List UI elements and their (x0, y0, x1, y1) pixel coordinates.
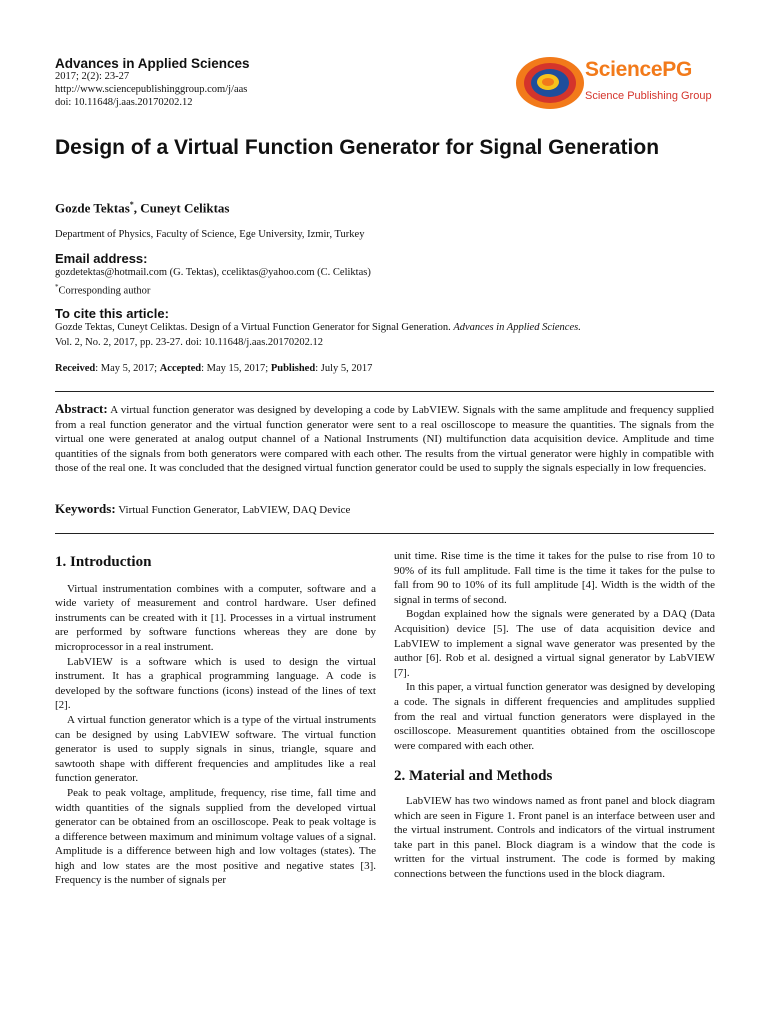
abstract-text: A virtual function generator was designed by developing a code by LabVIEW. Signals with the same amplitude and frequency supplied from a real function generator and the virtual function generator were sent to a real oscilloscope to measure the quantities. The signals from the virtual one were generated at analog output channel of a National Instruments (NI) multifunction data acquisition device. Amplitude and time quantities of the signals from both generators were compared with each other. The results from the virtual generator were highly in compatible with those of the real one. It was concluded that the designed virtual function generator could be used to supply the signals especially in low frequencies. (55, 404, 714, 475)
cite-heading: To cite this article: (55, 306, 169, 321)
dates (55, 363, 372, 374)
doi: doi: 10.11648/j.aas.20170202.12 (55, 97, 193, 108)
email-heading: Email address: (55, 251, 148, 266)
divider-bottom (55, 533, 714, 534)
intro-paragraph-2: LabVIEW is a software which is used to design the virtual instrument. It has a graphical programming language. A code is developed by the software functions (icons) instead of the lines of text [2]. (55, 655, 376, 712)
received-date: : May 5, 2017; (95, 363, 160, 374)
received-label: Received (55, 363, 96, 374)
journal-url: http://www.sciencepublishinggroup.com/j/aas (55, 84, 248, 95)
intro-paragraph-3: A virtual function generator which is a type of the virtual instruments can be designed by using LabVIEW software. The virtual function generator is used to supply signals in sinus, triangle, square and sawtooth shape with different frequencies and amplitudes like a real function generator. (55, 713, 376, 785)
intro-paragraph-4: Peak to peak voltage, amplitude, frequency, rise time, fall time and width quantities of the signals supplied from the developed virtual generator can be obtained from an oscilloscope. Peak to peak voltage is a difference between maximum and minimum voltage values of a signal. Amplitude is a difference between high and low voltages (states). The high and low states are the most positive and negative states [3]. Frequency is the number of signals per (55, 786, 376, 887)
divider-top (55, 391, 714, 392)
cite-journal: Advances in Applied Sciences. (453, 322, 581, 333)
authors (55, 200, 229, 216)
corresponding-mark: * (129, 200, 134, 209)
accepted-date: : May 15, 2017; (201, 363, 271, 374)
affiliation: Department of Physics, Faculty of Science, Ege University, Izmir, Turkey (55, 229, 365, 240)
intro-paragraph-1: Virtual instrumentation combines with a computer, software and a wide variety of measurement and control hardware. User defined instruments can be created with it [1]. Processes in a virtual instrument are performed by software functions whereas they are done by microprocessor in a real instrument. (55, 582, 376, 653)
intro-paragraph-4-continued: unit time. Rise time is the time it takes for the pulse to rise from 10 to 90% of its full amplitude. Fall time is the time it takes for the pulse to fall from 90 to 10% of its full amplitude [4]. Width is the width of the signal in terms of second. (394, 550, 715, 606)
corresponding-note-mark: * (55, 283, 59, 291)
published-date: : July 5, 2017 (315, 363, 373, 374)
intro-paragraph-6: In this paper, a virtual function generator was designed by developing a code. The signals in different frequencies and amplitudes supplied from the real and virtual function generators were displayed in the oscilloscope. Measurement quantities obtained from the oscilloscope were compared with each other. (394, 681, 715, 752)
logo-wordmark: SciencePG (585, 58, 693, 81)
section-introduction-title: 1. Introduction (55, 554, 152, 570)
cite-line-2: Vol. 2, No. 2, 2017, pp. 23-27. doi: 10.11648/j.aas.20170202.12 (55, 337, 324, 348)
corresponding-note-text: Corresponding author (58, 285, 151, 297)
author-first: Gozde Tektas (55, 200, 130, 216)
left-column (55, 555, 376, 888)
corresponding-note (55, 283, 150, 297)
cite-text: Gozde Tektas, Cuneyt Celiktas. Design of a Virtual Function Generator for Signal Generation. (55, 322, 454, 333)
abstract (55, 402, 714, 476)
paper-title: Design of a Virtual Function Generator for Signal Generation (55, 136, 660, 159)
published-label: Published (270, 363, 316, 374)
issue-info: 2017; 2(2): 23-27 (55, 71, 130, 82)
author-rest: , Cuneyt Celiktas (133, 200, 230, 216)
logo-subtitle: Science Publishing Group (585, 90, 712, 102)
intro-paragraph-5: Bogdan explained how the signals were generated by a DAQ (Data Acquisition) device [5]. The use of data acquisition device and LabVIEW to implement a signal wave generator was presented by the author [6]. Rob et al. designed a virtual signal generator by LabVIEW [7]. (394, 608, 715, 679)
methods-paragraph-1: LabVIEW has two windows named as front panel and block diagram which are seen in Figure 1. Front panel is an interface between user and the virtual instrument. Controls and indicators of the virtual instrument take part in this panel. Block diagram is a window that the code is written for the virtual instrument. The code is formed by making connections between the functions used in the block diagram. (394, 794, 715, 880)
keywords-text: Virtual Function Generator, LabVIEW, DAQ Device (118, 504, 351, 516)
email-line: gozdetektas@hotmail.com (G. Tektas), cceliktas@yahoo.com (C. Celiktas) (55, 267, 371, 278)
keywords (55, 501, 350, 517)
journal-name: Advances in Applied Sciences (55, 56, 250, 71)
accepted-label: Accepted (159, 363, 202, 374)
right-column (394, 549, 715, 881)
section-methods-title: 2. Material and Methods (394, 768, 553, 785)
abstract-label: Abstract: (55, 401, 108, 416)
cite-line-1 (55, 322, 715, 333)
keywords-label: Keywords: (55, 501, 116, 516)
logo-emblem-icon (515, 55, 585, 111)
